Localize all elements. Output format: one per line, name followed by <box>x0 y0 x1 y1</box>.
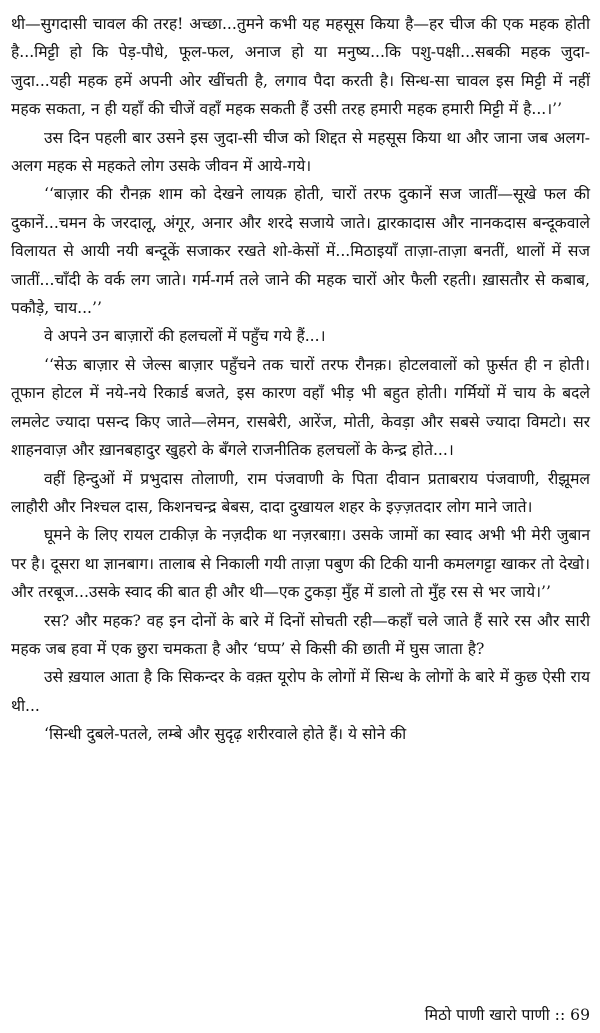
paragraph-quote: ‘‘सेऊ बाज़ार से जेल्स बाज़ार पहुँचने तक चारों तरफ रौनक़। होटलवालों को फ़ुर्सत ही न होती। तूफान होटल में नये-नये रिकार्ड बजते, इस कारण वहाँ भीड़ भी बहुत होती। गर्मियों में चाय के बदले लमलेट ज्यादा पसन्द किए जाते—लेमन, रासबेरी, आरेंज, मोती, केवड़ा और सबसे ज्यादा विमटो। सर शाहनवाज़ और ख़ानबहादुर खुहरो के बँगले राजनीतिक हलचलों के केन्द्र होते...। <box>11 355 590 460</box>
paragraph-quote: ‘‘बाज़ार की रौनक़ शाम को देखने लायक़ होती, चारों तरफ दुकानें सज जातीं—सूखे फल की दुकानें...चमन के जरदालू, अंगूर, अनार और शरदे सजाये जाते। द्वारकादास और नानकदास बन्दूकवाले विलायत से आयी नयी बन्दूकें सजाकर रखते शो-केसों में...मिठाइयाँ ताज़ा-ताज़ा बनतीं, थालों में सज जातीं...चाँदी के वर्क लग जाते। गर्म-गर्म तले जाने की महक चारों ओर फैली रहती। ख़ासतौर से कबाब, पकौड़े, चाय...’’ <box>11 185 590 318</box>
paragraph: वहीं हिन्दुओं में प्रभुदास तोलाणी, राम पंजवाणी के पिता दीवान प्रताबराय पंजवाणी, रीझूमल लाहौरी और निश्चल दास, किशनचन्द्र बेबस, दादा दुखायल शहर के इज़्ज़तदार लोग माने जाते। <box>11 469 590 516</box>
paragraph: वे अपने उन बाज़ारों की हलचलों में पहुँच गये हैं...। <box>44 327 326 346</box>
page-footer: मिठो पाणी खारो पाणी :: 69 <box>424 1006 590 1024</box>
paragraph: रस? और महक? वह इन दोनों के बारे में दिनों सोचती रही—कहाँ चले जाते हैं सारे रस और सारी महक जब हवा में एक छुरा चमकता है और ‘घप्प’ से किसी की छाती में घुस जाता है? <box>11 611 590 658</box>
paragraph: उस दिन पहली बार उसने इस जुदा-सी चीज को शिद्दत से महसूस किया था और जाना जब अलग-अलग महक से महकते लोग उसके जीवन में आये-गये। <box>11 128 590 176</box>
paragraph: उसे ख़याल आता है कि सिकन्दर के वक़्त यूरोप के लोगों में सिन्ध के लोगों के बारे में कुछ ऐसी राय थी... <box>11 668 590 715</box>
paragraph-quote: ‘सिन्धी दुबले-पतले, लम्बे और सुदृढ़ शरीरवाले होते हैं। ये सोने की <box>44 725 407 744</box>
paragraph: घूमने के लिए रायल टाकीज़ के नज़दीक था नज़रबाग़। उसके जामों का स्वाद अभी भी मेरी जुबान पर है। दूसरा था ज्ञानबाग। तालाब से निकाली गयी ताज़ा पबुण की टिकी यानी कमलगट्टा खाकर तो देखो। और तरबूज...उसके स्वाद की बात ही और थी—एक टुकड़ा मुँह में डालो तो मुँह रस से भर जाये।’’ <box>11 526 590 602</box>
paragraph-continuation: थी—सुगदासी चावल की तरह! अच्छा...तुमने कभी यह महसूस किया है—हर चीज की एक महक होती है...मिट्टी हो कि पेड़-पौधे, फूल-फल, अनाज हो या मनुष्य...कि पशु-पक्षी...सबकी महक जुदा-जुदा...यही महक हमें अपनी ओर खींचती है, लगाव पैदा करती है। सिन्ध-सा चावल इस मिट्टी में नहीं महक सकता, न ही यहाँ की चीजें वहाँ महक सकती हैं उसी तरह हमारी महक हमारी मिट्टी में है...।’’ <box>11 15 590 119</box>
